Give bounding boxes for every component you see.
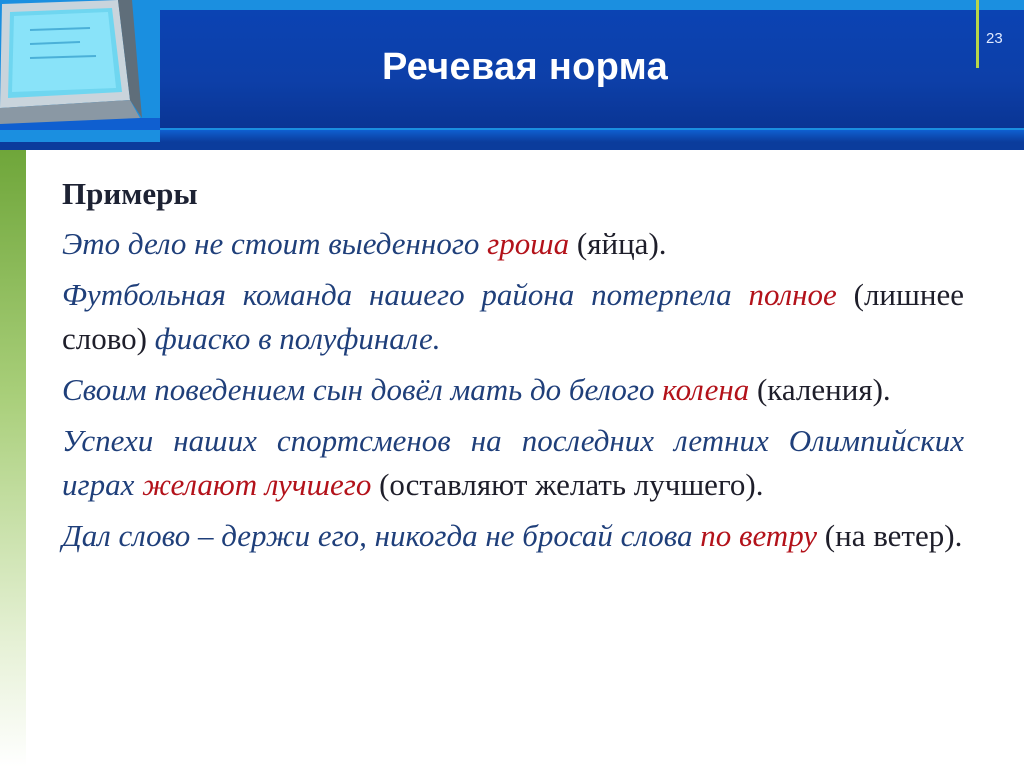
example-paragraph [62,514,964,558]
error-word: полное [748,277,837,312]
example-text: (лишнее слово) [62,277,964,356]
accent-divider [976,0,979,68]
example-text: Это дело не стоит выеденного [62,226,488,261]
example-paragraph [62,368,964,412]
example-paragraph [62,222,964,266]
left-accent-strip [0,150,26,767]
slide-number: 23 [986,30,1003,47]
example-text: (яйца). [569,226,667,261]
example-text: Своим поведением сын довёл мать до белого [62,372,663,407]
example-text: Дал слово – держи его, никогда не бросай слова [62,518,701,553]
example-paragraph [62,273,964,361]
section-heading: Примеры [62,176,198,211]
error-word: гроша [487,226,570,261]
header-underline [160,130,1024,142]
examples-list [62,222,964,558]
error-word: желают лучшего [142,467,372,502]
example-text: Футбольная команда нашего района потерпела [62,277,749,312]
error-word: колена [662,372,750,407]
example-text: (оставляют желать лучшего). [371,467,764,502]
header-base [0,142,1024,150]
example-text: фиаско в полуфинале. [154,321,441,356]
example-text: (каления). [749,372,891,407]
example-text: (на ветер). [817,518,963,553]
example-text: Успехи наших спортсменов на последних летних Олимпийских играх [62,423,964,502]
error-word: по ветру [700,518,818,553]
example-paragraph [62,419,964,507]
content-area [62,172,964,565]
monitor-illustration [0,0,160,130]
slide-title: Речевая норма [381,46,669,88]
